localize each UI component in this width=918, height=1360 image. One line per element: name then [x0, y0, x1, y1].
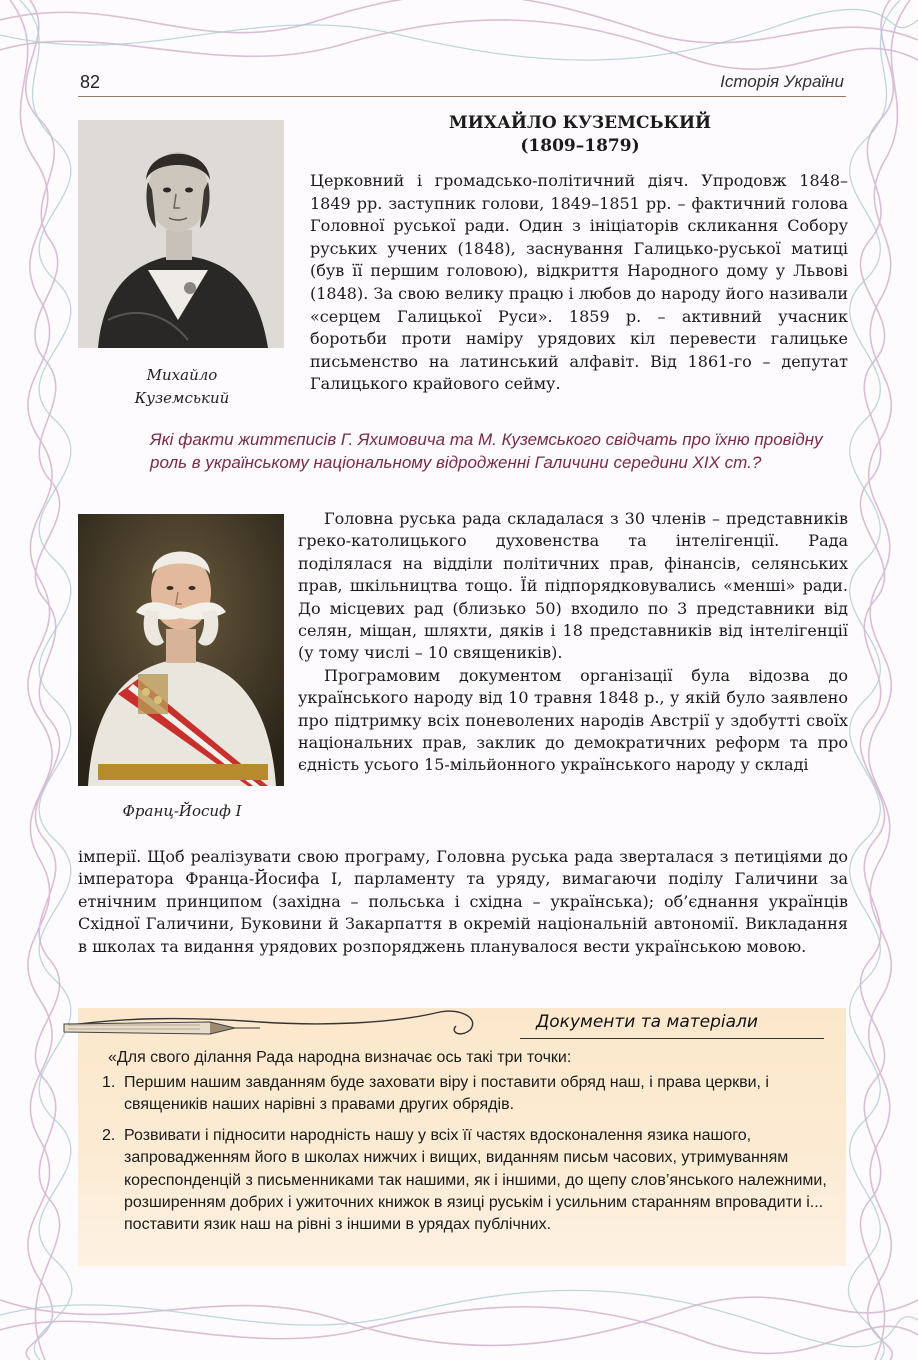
bio-years: (1809–1879) [520, 136, 640, 156]
caption-line: Куземський [134, 389, 230, 407]
bio-text: Церковний і громадсько-політичний діяч. Упродовж 1848–1849 рр. заступник голови, 1849–1851 рр. – фактичний голова Головної руської ради. Один з ініціаторів скликання Собору руських учених (1848), заснування Галицько-руської матиці (був її першим головою), відкриття Народного дому у Львові (1848). За свою велику працю і любов до народу його називали «серцем Галицької Руси». 1859 р. – активний учасник боротьби проти наміру урядових кіл перевести галицьке письменство на латинський алфавіт. Від 1861-го – депутат Галицького крайового сейму. [310, 171, 848, 394]
documents-heading-underline [520, 1038, 824, 1039]
list-item-number: 1. [102, 1074, 116, 1091]
documents-list [102, 1072, 846, 1245]
body-paragraph-continued: імперії. Щоб реалізувати свою програму, Головна руська рада зверталася з петиціями до імператора Франца-Йосифа I, парламенту та уряду, вимагаючи поділу Галичини за етнічним принципом (західна – польська і східна – українська); об’єднання українців Східної Галичини, Буковини й Закарпаття в окремій національній автономії. Викладання в школах та видання урядових розпоряджень планувалося вести українською мовою. [78, 847, 848, 956]
portrait-franz-joseph [78, 514, 284, 786]
review-question: Які факти життєписів Г. Яхимовича та М. Куземського свідчать про їхню провідну роль в українському національному відродженні Галичини середини XIX ст.? [150, 430, 823, 472]
list-item-number: 2. [102, 1126, 116, 1144]
body-text-column [298, 508, 848, 777]
list-item [102, 1125, 846, 1237]
body-paragraph: Головна руська рада складалася з 30 членів – представників греко-католицького духовенства та інтелігенції. Рада поділялася на відділи політичних прав, фінансів, селянських прав, шкільництва тощо. Їй підпорядковувались «менші» ради. До місцевих рад (близько 50) входило по 3 представники від селян, міщан, шляхти, дяків і 18 представників від інтелігенції (у тому числі – 10 священиків). [298, 509, 848, 663]
caption-line: Михайло [146, 366, 218, 384]
body-text-full [78, 846, 848, 958]
documents-intro: «Для свого ділання Рада народна визначає ось такі три точки: [108, 1049, 572, 1066]
running-title: Історія України [720, 72, 844, 91]
page-number: 82 [80, 72, 101, 92]
list-item-text: Першим нашим завданням буде заховати віру і поставити обряд наш, і права церкви, і священиків наших нарівні з правами других обрядів. [124, 1074, 769, 1114]
page-header [78, 70, 846, 97]
list-item-text: Розвивати і підносити народність нашу у всіх її частях вдосконалення язика нашого, запровадженням його в школах нижчих і вищих, виданням письм часових, утримуванням кореспонденцій з письменниками так нашими, як і іншими, до щепу слов’янського належними, розширенням добрих і ужиточних книжок в язиці руськім і усильним старанням впровадити і... поставити язик наш на рівні з іншими в урядах публічних. [124, 1126, 827, 1234]
body-paragraph: Програмовим документом організації була відозва до українського народу від 10 травня 1848 р., у якій було заявлено про підтримку всіх поневолених народів Австрії у здобутті своїх національних прав, заклик до демократичних реформ та про єдність усього 15-мільйонного українського народу у складі [298, 665, 848, 775]
bio-title [314, 112, 846, 158]
documents-heading: Документи та матеріали [536, 1012, 758, 1032]
portrait-caption-kuzemsky [100, 364, 264, 410]
portrait-kuzemsky [78, 120, 284, 348]
portrait-caption-franz-joseph: Франц-Йосиф I [122, 802, 242, 820]
list-item [102, 1072, 846, 1117]
bio-name: МИХАЙЛО КУЗЕМСЬКИЙ [448, 113, 712, 133]
